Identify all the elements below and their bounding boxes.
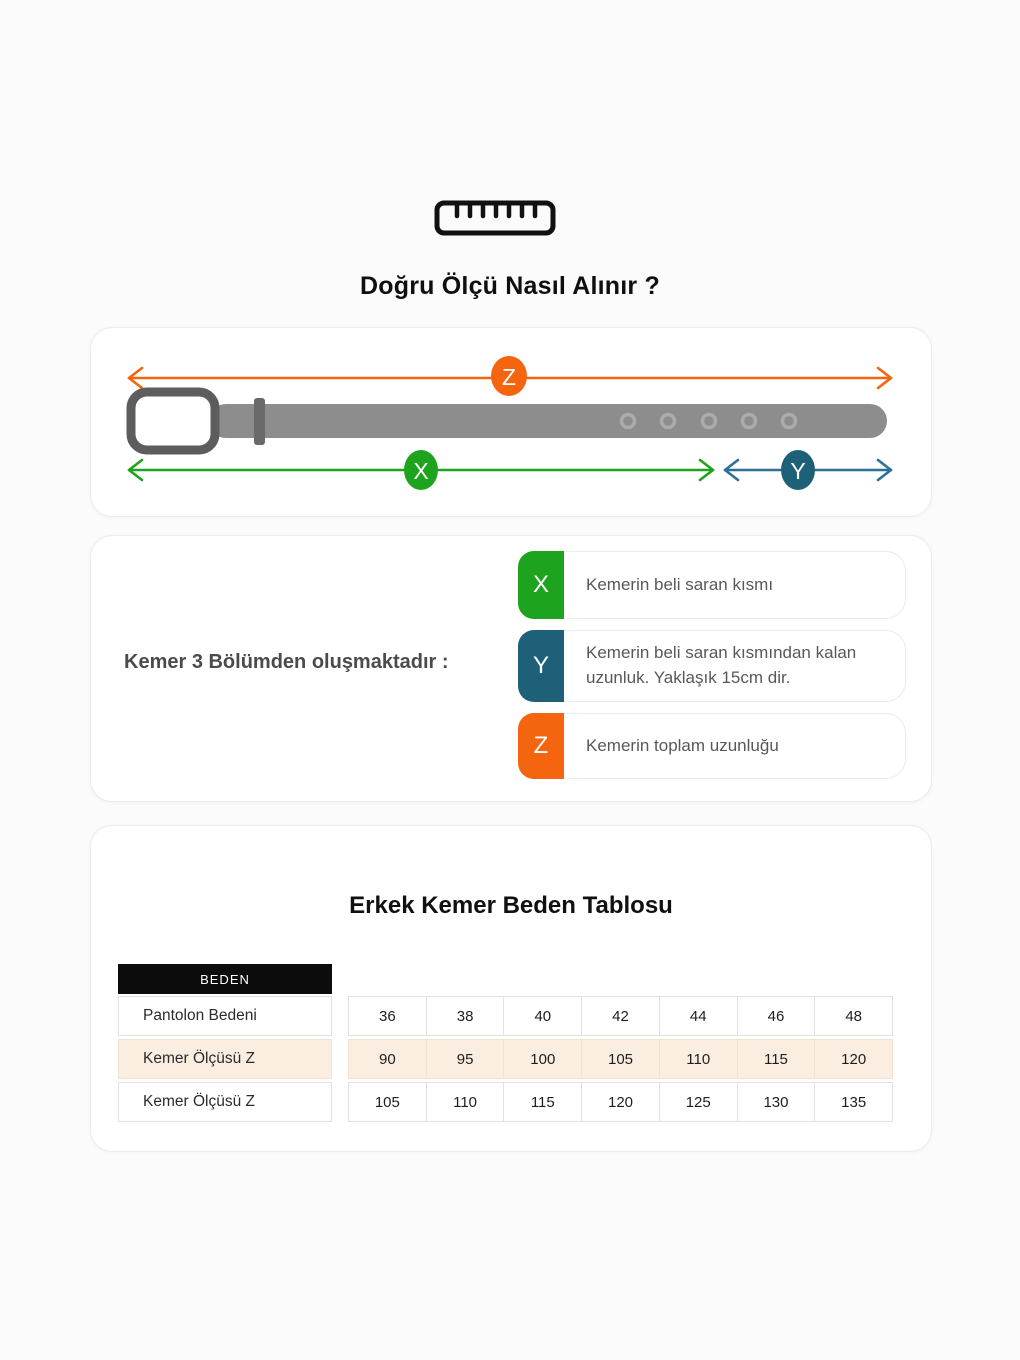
- x-tab-label: X: [532, 571, 549, 598]
- y-badge: [781, 450, 815, 490]
- size-table-label-column: [118, 996, 332, 1125]
- z-badge: [491, 356, 527, 396]
- size-table-values: [348, 996, 893, 1125]
- row-label-kemer-olcusu-z-1: Kemer Ölçüsü Z: [118, 1039, 332, 1079]
- table-cell: 130: [738, 1083, 816, 1121]
- table-cell: 95: [427, 1040, 505, 1078]
- table-cell: 48: [845, 1007, 863, 1025]
- legend-item-x: [518, 551, 906, 619]
- z-tab: [518, 713, 564, 779]
- table-cell: 38: [427, 997, 505, 1035]
- table-cell: 115: [738, 1040, 816, 1078]
- y-tab-label: Y: [532, 652, 549, 679]
- y-badge-label: Y: [790, 458, 806, 484]
- table-cell: 110: [427, 1083, 505, 1121]
- belt-buckle: [131, 392, 215, 450]
- row-label-pantolon-bedeni: Pantolon Bedeni: [118, 996, 332, 1036]
- page-title: Doğru Ölçü Nasıl Alınır ?: [360, 272, 660, 300]
- y-tab: [518, 630, 564, 702]
- size-table-card: [90, 825, 932, 1152]
- table-cell: 105: [582, 1040, 660, 1078]
- table-cell: 125: [660, 1083, 738, 1121]
- legend-rows: [518, 551, 906, 790]
- table-row-belt-size-z2: [348, 1082, 893, 1122]
- ruler-icon: [433, 199, 557, 237]
- belt-illustration: [131, 392, 887, 450]
- x-badge-label: X: [413, 458, 429, 484]
- table-cell: 90: [349, 1040, 427, 1078]
- belt-diagram: [91, 328, 929, 514]
- z-description: Kemerin toplam uzunluğu: [564, 713, 906, 779]
- table-cell: 46: [738, 997, 816, 1035]
- x-badge: [404, 450, 438, 490]
- legend-card: [90, 535, 932, 802]
- table-cell: 40: [504, 997, 582, 1035]
- belt-keeper: [254, 398, 265, 445]
- table-row-pant-sizes: [348, 996, 893, 1036]
- x-tab: [518, 551, 564, 619]
- table-cell: 120: [582, 1083, 660, 1121]
- row-label-kemer-olcusu-z-2: Kemer Ölçüsü Z: [118, 1082, 332, 1122]
- legend-item-y: [518, 630, 906, 702]
- z-tab-label: Z: [533, 732, 549, 759]
- size-table-title: Erkek Kemer Beden Tablosu: [349, 892, 673, 919]
- table-cell: 135: [841, 1093, 867, 1111]
- legend-item-z: [518, 713, 906, 779]
- table-cell: 100: [504, 1040, 582, 1078]
- table-cell: 105: [349, 1083, 427, 1121]
- belt-strap: [209, 404, 887, 438]
- table-cell: 44: [660, 997, 738, 1035]
- table-row-belt-size-z1: [348, 1039, 893, 1079]
- x-description: Kemerin beli saran kısmı: [564, 551, 906, 619]
- legend-heading: Kemer 3 Bölümden oluşmaktadır :: [124, 651, 449, 673]
- table-cell: 115: [504, 1083, 582, 1121]
- z-badge-label: Z: [501, 364, 517, 390]
- table-cell: 120: [841, 1050, 867, 1068]
- table-cell: 110: [660, 1040, 738, 1078]
- table-cell: 42: [582, 997, 660, 1035]
- table-cell: 36: [349, 997, 427, 1035]
- size-table-corner-header: BEDEN: [118, 964, 332, 994]
- belt-diagram-card: [90, 327, 932, 517]
- y-description: Kemerin beli saran kısmından kalan uzunluk. Yaklaşık 15cm dir.: [564, 630, 906, 702]
